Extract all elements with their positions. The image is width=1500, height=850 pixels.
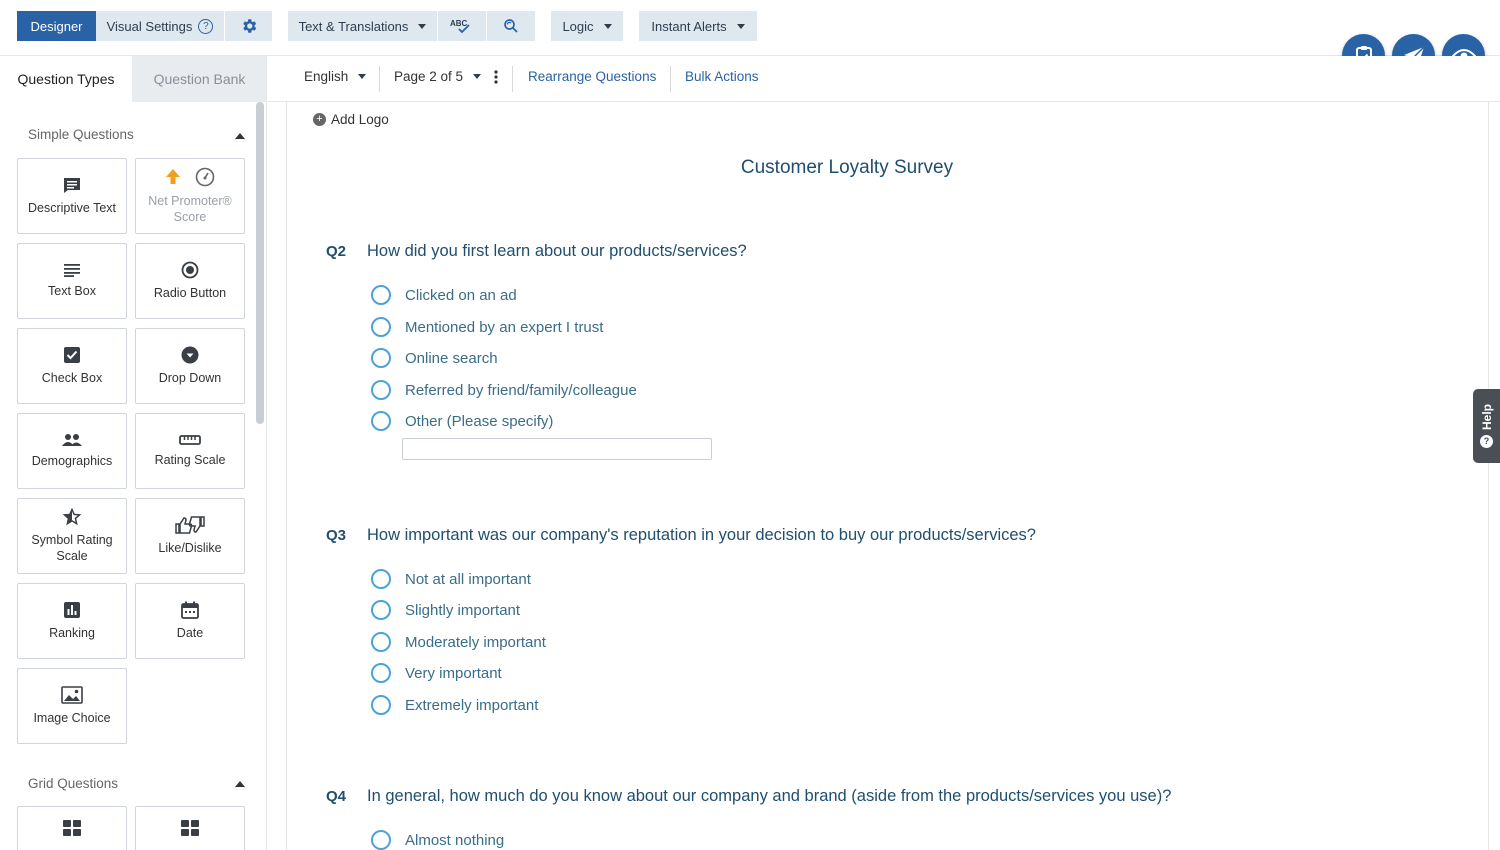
qtype-net-promoter[interactable] (135, 158, 245, 234)
checkbox-icon (63, 346, 81, 364)
star-icon (63, 508, 81, 526)
question-number: Q3 (326, 527, 347, 544)
page-label: Page 2 of 5 (394, 69, 464, 84)
instant-alerts-label: Instant Alerts (651, 18, 727, 34)
help-label: Help (1479, 404, 1494, 431)
ruler-icon (179, 434, 201, 446)
simple-questions-header[interactable]: Simple Questions (28, 127, 134, 142)
qtype-grid-1[interactable] (17, 806, 127, 850)
radio-input[interactable] (371, 380, 391, 400)
tab-question-types[interactable]: Question Types (17, 71, 115, 87)
option-label: Referred by friend/family/colleague (405, 381, 637, 399)
bulk-actions-link[interactable]: Bulk Actions (685, 69, 759, 84)
qtype-label: Text Box (48, 283, 96, 298)
question-number: Q4 (326, 788, 347, 805)
left-panel-tabs (0, 56, 267, 102)
question-text[interactable]: In general, how much do you know about our company and brand (aside from the products/services you use)? (367, 787, 1172, 805)
grid-icon (62, 819, 82, 837)
rearrange-questions-link[interactable]: Rearrange Questions (528, 69, 657, 84)
logic-label: Logic (562, 18, 594, 34)
option-label: Mentioned by an expert I trust (405, 318, 604, 336)
image-icon (61, 686, 83, 704)
dropdown-icon (181, 346, 199, 364)
text-translations-label: Text & Translations (298, 18, 409, 34)
people-icon (62, 433, 82, 447)
qtype-symbol-rating[interactable] (17, 498, 127, 574)
more-options-button[interactable] (494, 69, 498, 85)
logic-button[interactable] (551, 11, 623, 41)
kebab-menu-icon (494, 69, 498, 85)
question-circle-icon: ? (198, 19, 213, 34)
option-label: Online search (405, 349, 498, 367)
divider (379, 66, 380, 92)
chevron-down-icon (418, 24, 426, 29)
page-select[interactable] (394, 69, 481, 84)
other-specify-input[interactable] (402, 438, 712, 460)
answer-option[interactable] (371, 569, 531, 589)
qtype-label: Radio Button (153, 285, 227, 300)
chevron-down-icon (604, 24, 612, 29)
qtype-like-dislike[interactable] (135, 498, 245, 574)
radio-input[interactable] (371, 285, 391, 305)
settings-button[interactable] (225, 11, 272, 41)
visual-settings-label: Visual Settings (106, 18, 193, 34)
language-select[interactable] (304, 69, 366, 84)
radio-input[interactable] (371, 695, 391, 715)
qtype-label: Like/Dislike (158, 540, 222, 555)
question-text[interactable]: How did you first learn about our products/services? (367, 242, 747, 260)
question-number: Q2 (326, 243, 347, 260)
chevron-down-icon (358, 74, 366, 79)
survey-title[interactable]: Customer Loyalty Survey (740, 157, 954, 178)
text-translations-button[interactable] (288, 11, 437, 41)
top-toolbar (0, 0, 1500, 56)
designer-button[interactable] (17, 11, 96, 41)
gauge-icon (195, 167, 215, 187)
chevron-down-icon (737, 24, 745, 29)
chevron-down-icon (473, 74, 481, 79)
collapse-caret-icon[interactable] (235, 781, 245, 787)
divider (512, 66, 513, 92)
thumbs-icon (174, 516, 206, 534)
plus-circle-icon: + (313, 113, 326, 126)
radio-icon (181, 261, 199, 279)
answer-option[interactable] (371, 663, 502, 683)
radio-input[interactable] (371, 600, 391, 620)
option-label: Moderately important (405, 633, 546, 651)
grid-questions-header[interactable]: Grid Questions (28, 776, 119, 791)
language-label: English (304, 69, 349, 84)
qtype-label: Descriptive Text (28, 200, 116, 215)
instant-alerts-button[interactable] (639, 11, 757, 41)
upgrade-arrow-icon (165, 168, 181, 186)
survey-toolbar (268, 56, 1500, 102)
radio-input[interactable] (371, 348, 391, 368)
tab-question-bank[interactable]: Question Bank (132, 56, 267, 102)
radio-input[interactable] (371, 411, 391, 431)
radio-input[interactable] (371, 663, 391, 683)
option-label: Clicked on an ad (405, 286, 517, 304)
option-label: Extremely important (405, 696, 539, 714)
radio-input[interactable] (371, 569, 391, 589)
grid-check-icon (180, 819, 200, 837)
qtype-label: Date (176, 625, 204, 640)
question-text[interactable]: How important was our company's reputation in your decision to buy our products/services? (367, 526, 1036, 544)
text-lines-icon (64, 263, 80, 277)
qtype-label: Image Choice (33, 710, 111, 725)
qtype-grid-2[interactable] (135, 806, 245, 850)
visual-settings-button[interactable] (96, 11, 224, 41)
answer-option[interactable] (371, 317, 603, 337)
qtype-descriptive-text[interactable] (17, 158, 127, 234)
spellcheck-button[interactable] (438, 11, 486, 41)
answer-option[interactable] (371, 380, 637, 400)
qtype-label: Net Promoter® Score (148, 193, 232, 224)
answer-option[interactable] (371, 830, 504, 850)
answer-option[interactable] (371, 600, 520, 620)
qtype-label: Check Box (41, 370, 103, 385)
qtype-radio-button[interactable] (135, 243, 245, 319)
designer-label: Designer (30, 18, 83, 34)
answer-option[interactable] (371, 285, 517, 305)
qtype-rating-scale[interactable] (135, 413, 245, 489)
option-label: Other (Please specify) (405, 412, 554, 430)
qtype-drop-down[interactable] (135, 328, 245, 404)
radio-input[interactable] (371, 317, 391, 337)
left-panel-scrollbar[interactable] (256, 102, 264, 424)
question-types-panel (0, 56, 267, 850)
find-replace-button[interactable] (487, 11, 535, 41)
svg-text:ABC: ABC (450, 19, 468, 28)
qtype-label: Symbol Rating Scale (31, 532, 113, 563)
answer-option[interactable] (371, 632, 546, 652)
search-refresh-icon (502, 17, 520, 35)
bar-chart-icon (63, 601, 81, 619)
answer-option[interactable] (371, 695, 538, 715)
answer-option[interactable] (371, 411, 553, 431)
divider (670, 66, 671, 92)
option-label: Not at all important (405, 570, 531, 588)
gear-icon (240, 17, 258, 35)
survey-canvas (286, 102, 1489, 850)
qtype-label: Demographics (31, 453, 113, 468)
collapse-caret-icon[interactable] (235, 133, 245, 139)
qtype-text-box[interactable] (17, 243, 127, 319)
qtype-check-box[interactable] (17, 328, 127, 404)
calendar-icon (181, 601, 199, 619)
option-label: Slightly important (405, 601, 521, 619)
qtype-ranking[interactable] (17, 583, 127, 659)
qtype-demographics[interactable] (17, 413, 127, 489)
spellcheck-icon (449, 17, 475, 35)
question-circle-icon: ? (1480, 435, 1493, 448)
add-logo-button[interactable] (313, 112, 389, 127)
descriptive-text-icon (63, 176, 81, 194)
qtype-label: Ranking (49, 625, 95, 640)
radio-input[interactable] (371, 830, 391, 850)
option-label: Almost nothing (405, 831, 505, 849)
qtype-date[interactable] (135, 583, 245, 659)
answer-option[interactable] (371, 348, 498, 368)
radio-input[interactable] (371, 632, 391, 652)
qtype-image-choice[interactable] (17, 668, 127, 744)
help-tab[interactable] (1473, 389, 1500, 463)
qtype-label: Rating Scale (154, 452, 226, 467)
option-label: Very important (405, 664, 502, 682)
qtype-label: Drop Down (158, 370, 222, 385)
add-logo-label: Add Logo (331, 112, 389, 127)
